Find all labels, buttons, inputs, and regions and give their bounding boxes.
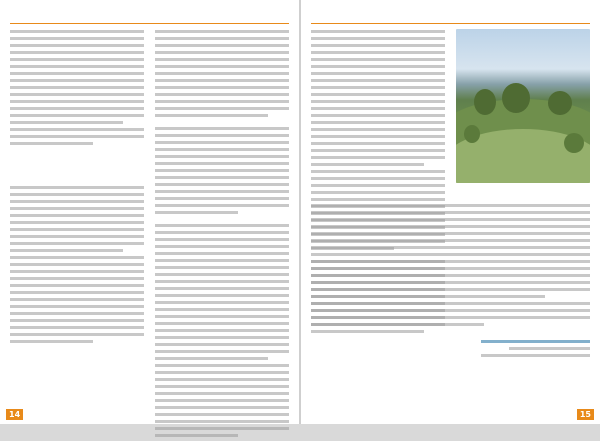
page-footer <box>301 408 600 420</box>
signature-block <box>460 340 590 361</box>
right-page <box>301 0 600 424</box>
left-page <box>0 0 299 424</box>
header-rule <box>10 23 289 24</box>
page-number: 15 <box>577 409 594 420</box>
article-column-wide <box>311 204 590 330</box>
page-number: 14 <box>6 409 23 420</box>
photo-caption <box>456 187 590 195</box>
header-rule <box>311 23 590 24</box>
article-column-2 <box>155 30 289 441</box>
page-footer <box>0 408 299 420</box>
landscape-photo <box>456 29 590 183</box>
article-column-1 <box>10 30 144 149</box>
article-column-1b <box>10 186 144 347</box>
